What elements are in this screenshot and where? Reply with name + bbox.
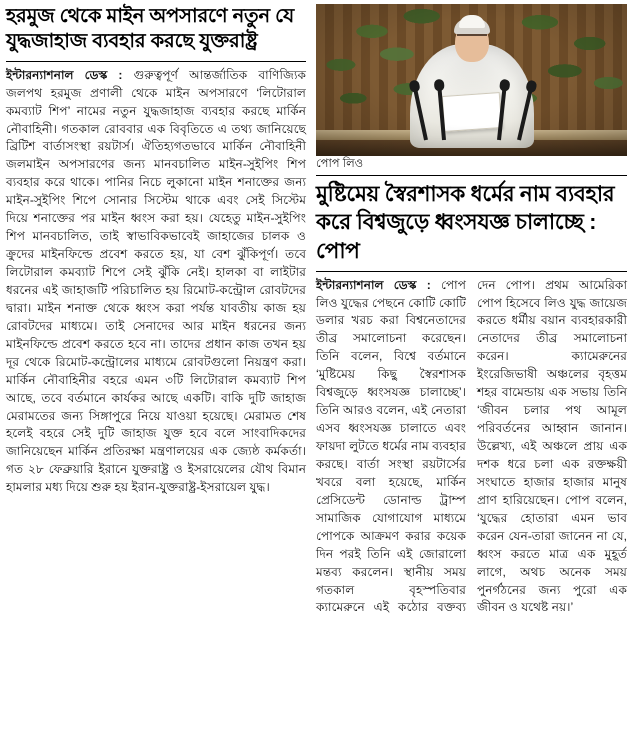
left-divider: [6, 61, 306, 62]
left-article: [6, 4, 306, 724]
right-divider-bottom: [316, 271, 627, 272]
left-headline: হরমুজ থেকে মাইন অপসারণে নতুন যে যুদ্ধজাহাজ ব্যবহার করছে যুক্তরাষ্ট্র: [6, 5, 295, 53]
right-byline: ইন্টারন্যাশনাল ডেস্ক :: [316, 277, 431, 292]
left-byline: ইন্টারন্যাশনাল ডেস্ক :: [6, 67, 123, 82]
left-body-text: গুরুত্বপূর্ণ আন্তর্জাতিক বাণিজ্যিক জলপথ হরমুজ প্রণালী থেকে মাইন অপসারণে ‘লিটোরাল কমব্যাট শিপ’ নামের নতুন যুদ্ধজাহাজ ব্যবহার করছে মার্কিন নৌবাহিনী। গতকাল রোববার এক বিবৃতিতে এ তথ্য জানিয়েছে ব্রিটিশ বার্তাসংস্থা রয়টার্স। ঐতিহ্যগতভাবে মার্কিন নৌবাহিনী জলমাইন অপসারণের জন্য মানবচালিত মাইন-সুইপিং শিপ ব্যবহার করে থাকে। পানির নিচে লুকানো মাইন শনাক্তের জন্য মাইন-সুইপিং শিপে সোনার সিস্টেম থাকে এবং সেই সিস্টেম দিয়ে শনাক্তের পর মাইন ধ্বংস করা হয়। যেহেতু মাইন-সুইপিং শিপ মানবচালিত, তাই স্বাভাবিকভাবেই জাহাজের চালক ও ক্রুদের মাইনফিল্ডে প্রবেশ করতে হয়, যা বেশ ঝুঁকিপূর্ণ। তবে লিটোরাল কমব্যাট শিপে সেই ঝুঁকি নেই। হালকা বা লাইটার ধরনের এই জাহাজটি পরিচালিত হয় রিমোট-কন্ট্রোল রোবটদের দ্বারা। মাইন শনাক্ত থেকে ধ্বংস করা পর্যন্ত যাবতীয় কাজ হয় রোবটদের মাধ্যমে। তাই সেনাদের আর মাইন ধরনের জন্য মাইনফিল্ডে প্রবেশ করতে হবে না। তাদের প্রধান কাজ তখন হয় দূর থেকে রিমোট-কন্ট্রোলের মাধ্যমে রোবটগুলো নিয়ন্ত্রণ করা। মার্কিন নৌবাহিনীর বহরে এমন ৩টি লিটোরাল কমব্যাট শিপ আছে, তবে বর্তমানে কার্যকর আছে একটি। বাকি দুটি জাহাজ মেরামতের জন্য সিঙ্গাপুরে নিয়ে যাওয়া হয়েছে। মেরামত শেষ হলেই বহরে সেই দুটি জাহাজ যুক্ত হবে বলে সাংবাদিকদের জানিয়েছেন মার্কিন প্রতিরক্ষা মন্ত্রণালয়ের এক জ্যেষ্ঠ কর্মকর্তা। গত ২৮ ফেব্রুয়ারি ইরানে যুক্তরাষ্ট্র ও ইসরায়েলের যৌথ বিমান হামলার মধ্য দিয়ে শুরু হয় ইরান-যুক্তরাষ্ট্র-ইসরায়েল যুদ্ধ।: [6, 67, 306, 495]
right-body-text: পোপ লিও যুদ্ধের পেছনে কোটি কোটি ডলার খরচ করা বিশ্বনেতাদের তীব্র সমালোচনা করেছেন। তিনি বলেন, বিশ্বে বর্তমানে ‘মুষ্টিমেয় কিছু স্বৈরশাসক বিশ্বজুড়ে ধ্বংসযজ্ঞ চালাচ্ছে’। তিনি আরও বলেন, এই নেতারা এসব ধ্বংসযজ্ঞ চালাতে এবং ফায়দা লুটতে ধর্মের নাম ব্যবহার করছে। বার্তা সংস্থা রয়টার্সের খবরে বলা হয়েছে, মার্কিন প্রেসিডেন্ট ডোনাল্ড ট্রাম্প সামাজিক যোগাযোগ মাধ্যমে পোপকে আক্রমণ করার কয়েক দিন পরই তিনি এই জোরালো মন্তব্য করলেন। স্থানীয় সময় গতকাল বৃহস্পতিবার ক্যামেরুনে এই কঠোর বক্তব্য দেন পোপ। প্রথম আমেরিকা পোপ হিসেবে লিও যুদ্ধ জায়েজ করতে ধর্মীয় বয়ান ব্যবহারকারী নেতাদের তীব্র সমালোচনা করেন। ক্যামেরুনের ইংরেজিভাষী অঞ্চলের বৃহত্তম শহর বামেন্ডায় এক সভায় তিনি ‘জীবন চলার পথ আমূল পরিবর্তনের আহ্বান জানান। উল্লেখ্য, এই অঞ্চলে প্রায় এক দশক ধরে চলা এক রক্তক্ষয়ী সংঘাতে হাজার হাজার মানুষ প্রাণ হারিয়েছেন। পোপ বলেন, ‘যুদ্ধের হোতারা এমন ভাব করেন যেন-তারা জানেন না যে, ধ্বংস করতে মাত্র এক মুহূর্ত লাগে, অথচ অনেক সময় পুনর্গঠনের জন্য পুরো এক জীবন ও যথেষ্ট নয়।’: [316, 277, 627, 615]
right-headline: মুষ্টিমেয় স্বৈরশাসক ধর্মের নাম ব্যবহার করে বিশ্বজুড়ে ধ্বংসযজ্ঞ চালাচ্ছে : পোপ: [316, 181, 615, 263]
right-divider-top: [316, 175, 627, 176]
right-article: [316, 4, 627, 617]
photo-caption: পোপ লিও: [316, 158, 364, 170]
right-body: [316, 277, 627, 618]
left-body: [6, 67, 306, 498]
pope-speaking-photo: [316, 4, 627, 156]
photo-vignette: [316, 4, 627, 156]
